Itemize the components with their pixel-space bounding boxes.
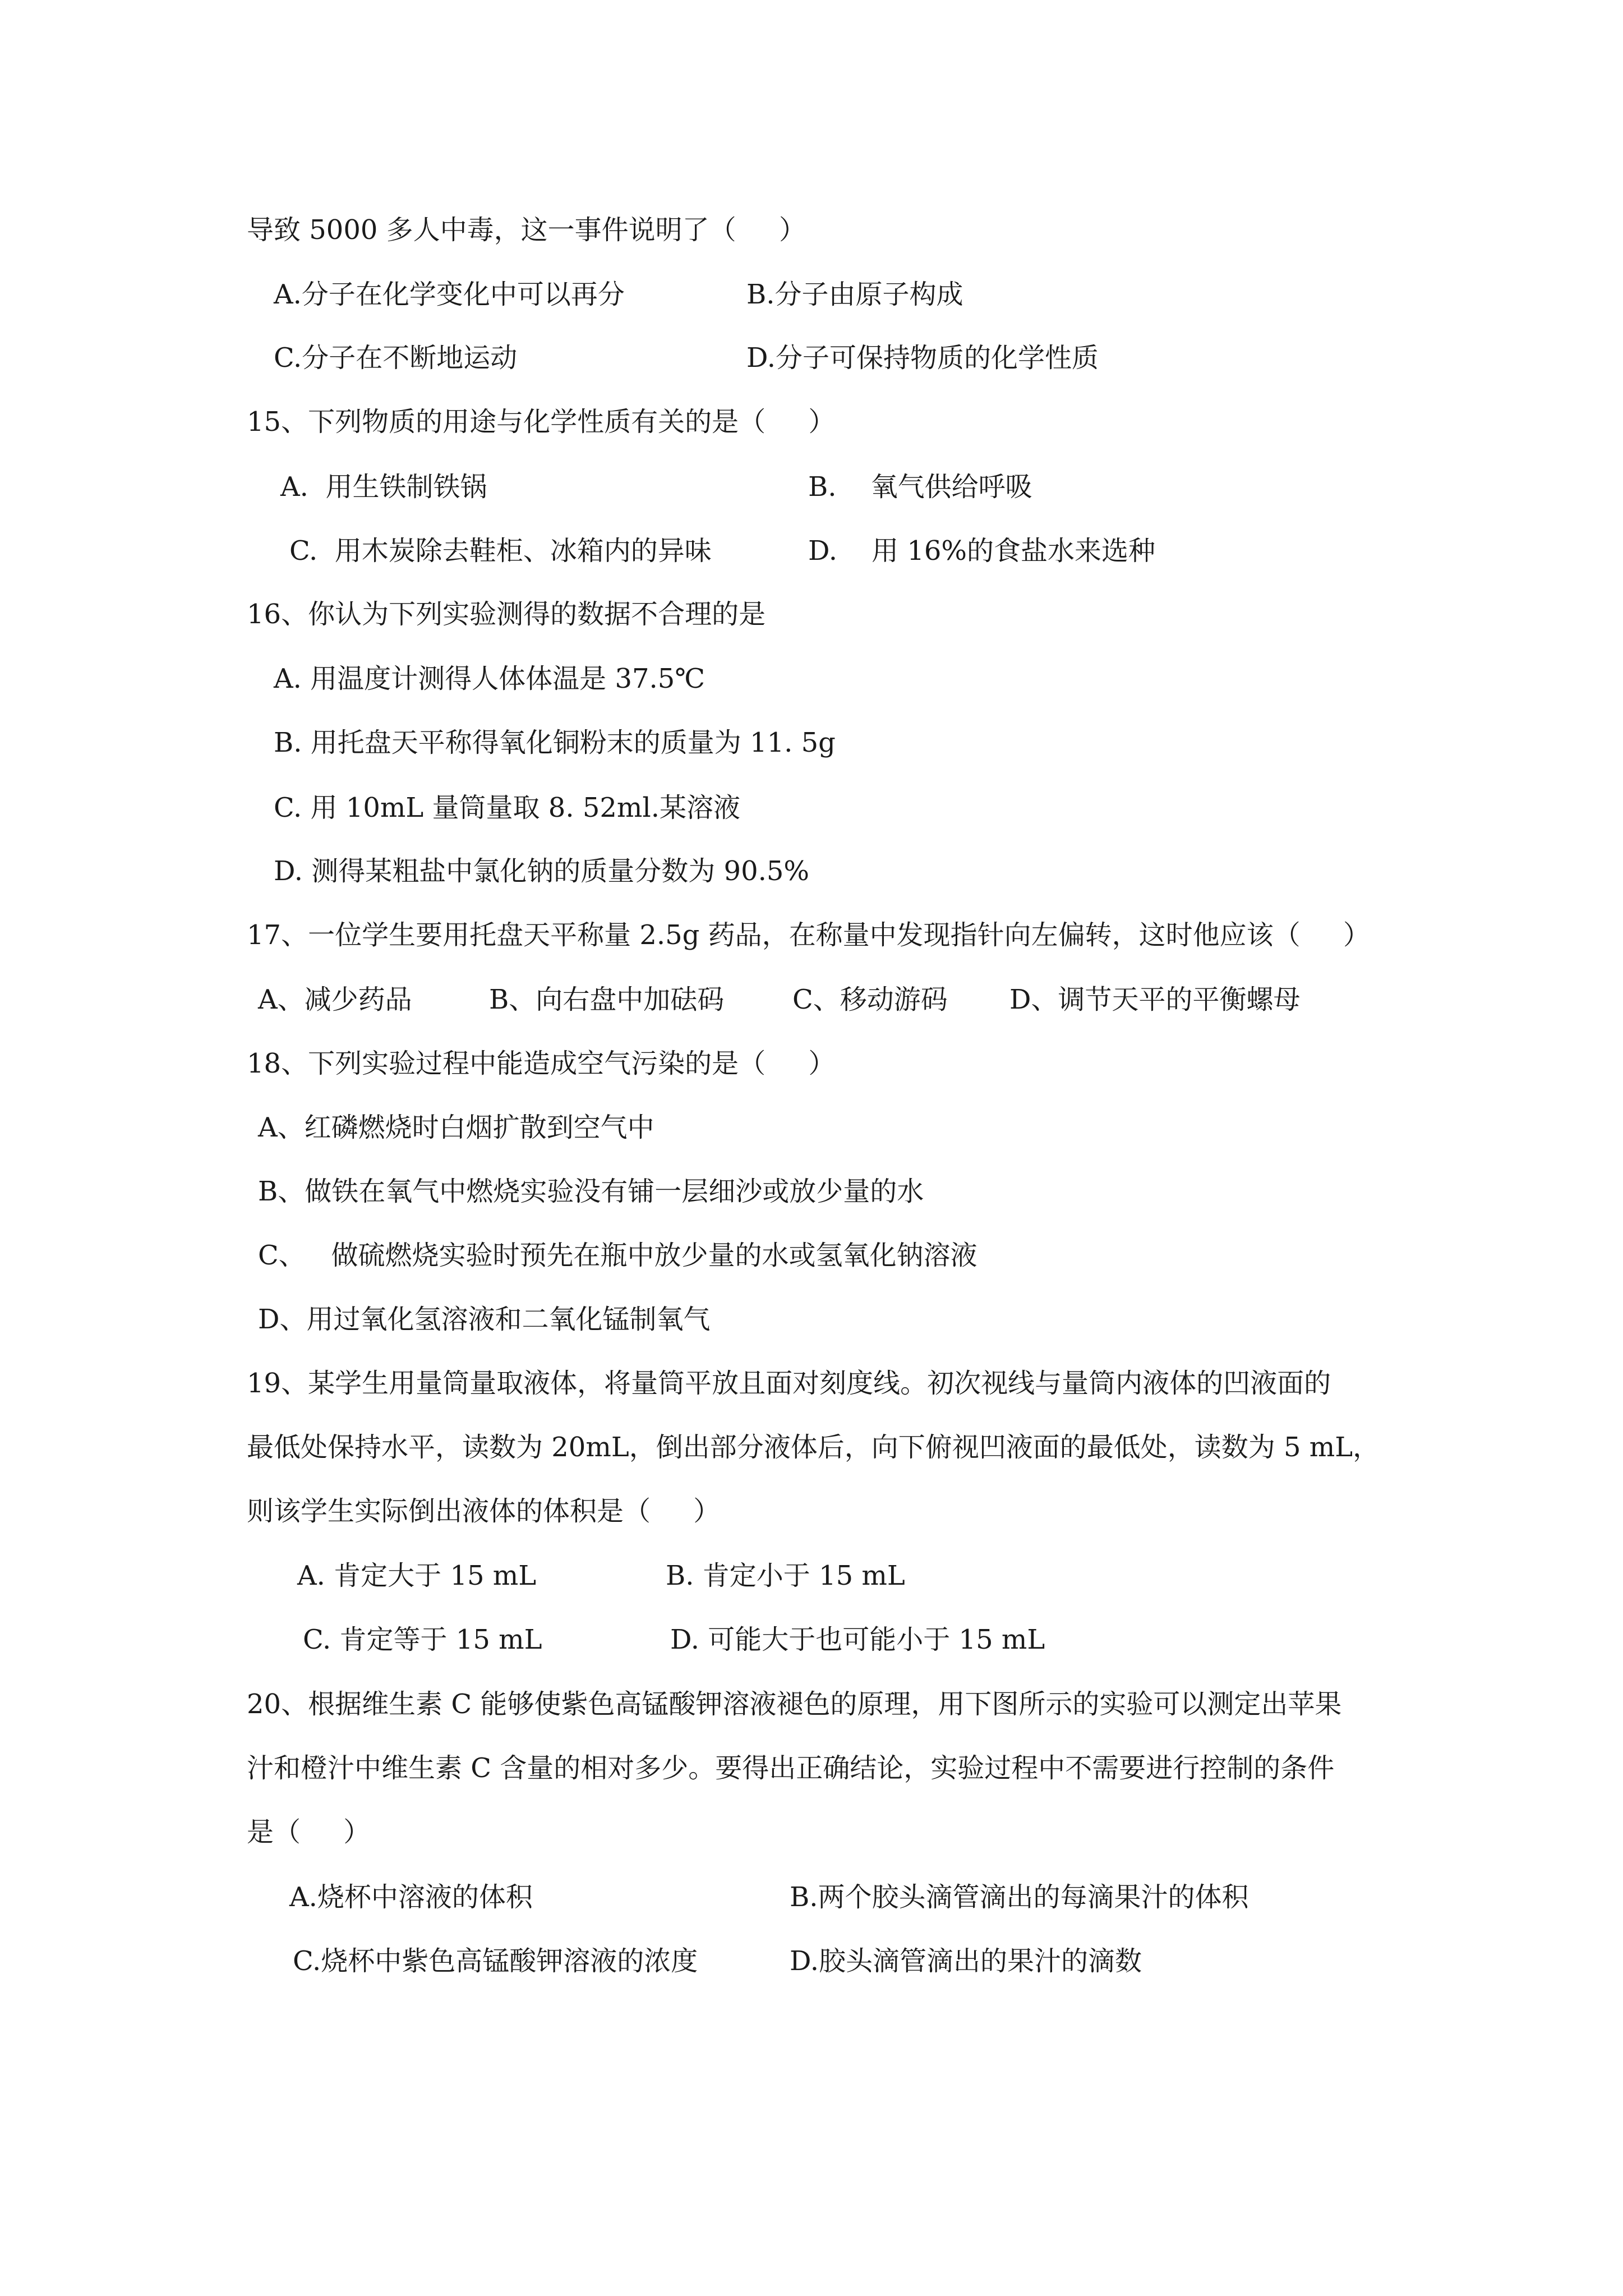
option-b: B. 用托盘天平称得氧化铜粉末的质量为 11. 5g — [274, 727, 836, 758]
question-19-line-1: 19、某学生用量筒量取液体，将量筒平放且面对刻度线。初次视线与量筒内液体的凹液面的 — [247, 1368, 1331, 1399]
option-c: C.分子在不断地运动 — [274, 342, 518, 374]
option-b: B.分子由原子构成 — [746, 279, 963, 310]
option-d: D、调节天平的平衡螺母 — [1009, 984, 1301, 1015]
option-a: A、减少药品 — [258, 984, 412, 1015]
option-c: C. 用 10mL 量筒量取 8. 52ml.某溶液 — [274, 792, 741, 823]
question-19-line-2: 最低处保持水平，读数为 20mL，倒出部分液体后，向下俯视凹液面的最低处，读数为 5 mL， — [247, 1432, 1380, 1463]
option-a: A. 肯定大于 15 mL — [297, 1560, 537, 1591]
question-20-line-1: 20、根据维生素 C 能够使紫色高锰酸钾溶液褪色的原理，用下图所示的实验可以测定出苹果 — [247, 1688, 1342, 1720]
option-d: D. 用 16%的食盐水来选种 — [808, 535, 1156, 567]
option-b: B.两个胶头滴管滴出的每滴果汁的体积 — [790, 1881, 1249, 1913]
question-15: 15、下列物质的用途与化学性质有关的是（ ） — [247, 406, 836, 438]
option-c: C、 做硫燃烧实验时预先在瓶中放少量的水或氢氧化钠溶液 — [258, 1240, 978, 1271]
option-d: D. 可能大于也可能小于 15 mL — [670, 1624, 1045, 1655]
option-a: A、红磷燃烧时白烟扩散到空气中 — [258, 1112, 654, 1143]
option-c: C.烧杯中紫色高锰酸钾溶液的浓度 — [293, 1945, 698, 1977]
option-a: A.烧杯中溶液的体积 — [289, 1881, 533, 1913]
option-c: C、移动游码 — [792, 984, 948, 1015]
option-a: A. 用生铁制铁锅 — [280, 471, 487, 503]
question-stem-continuation: 导致 5000 多人中毒，这一事件说明了（ ） — [247, 214, 806, 246]
option-d: D.分子可保持物质的化学性质 — [746, 342, 1099, 374]
option-c: C. 肯定等于 15 mL — [303, 1624, 542, 1655]
option-d: D. 测得某粗盐中氯化钠的质量分数为 90.5% — [274, 855, 810, 887]
option-b: B. 肯定小于 15 mL — [666, 1560, 905, 1591]
option-b: B、做铁在氧气中燃烧实验没有铺一层细沙或放少量的水 — [258, 1176, 924, 1207]
option-d: D、用过氧化氢溶液和二氧化锰制氧气 — [258, 1304, 711, 1335]
option-a: A.分子在化学变化中可以再分 — [274, 279, 625, 310]
question-18: 18、下列实验过程中能造成空气污染的是（ ） — [247, 1048, 836, 1079]
question-16: 16、你认为下列实验测得的数据不合理的是 — [247, 599, 766, 630]
question-20-line-2: 汁和橙汁中维生素 C 含量的相对多少。要得出正确结论，实验过程中不需要进行控制的条件 — [247, 1752, 1335, 1784]
question-17: 17、一位学生要用托盘天平称量 2.5g 药品，在称量中发现指针向左偏转，这时他应该（ ） — [247, 919, 1370, 951]
question-20-line-3: 是（ ） — [247, 1816, 371, 1848]
option-d: D.胶头滴管滴出的果汁的滴数 — [790, 1945, 1142, 1977]
question-19-line-3: 则该学生实际倒出液体的体积是（ ） — [247, 1496, 721, 1527]
option-b: B. 氧气供给呼吸 — [808, 471, 1032, 503]
option-a: A. 用温度计测得人体体温是 37.5℃ — [274, 663, 706, 694]
option-c: C. 用木炭除去鞋柜、冰箱内的异味 — [289, 535, 712, 567]
option-b: B、向右盘中加砝码 — [489, 984, 725, 1015]
